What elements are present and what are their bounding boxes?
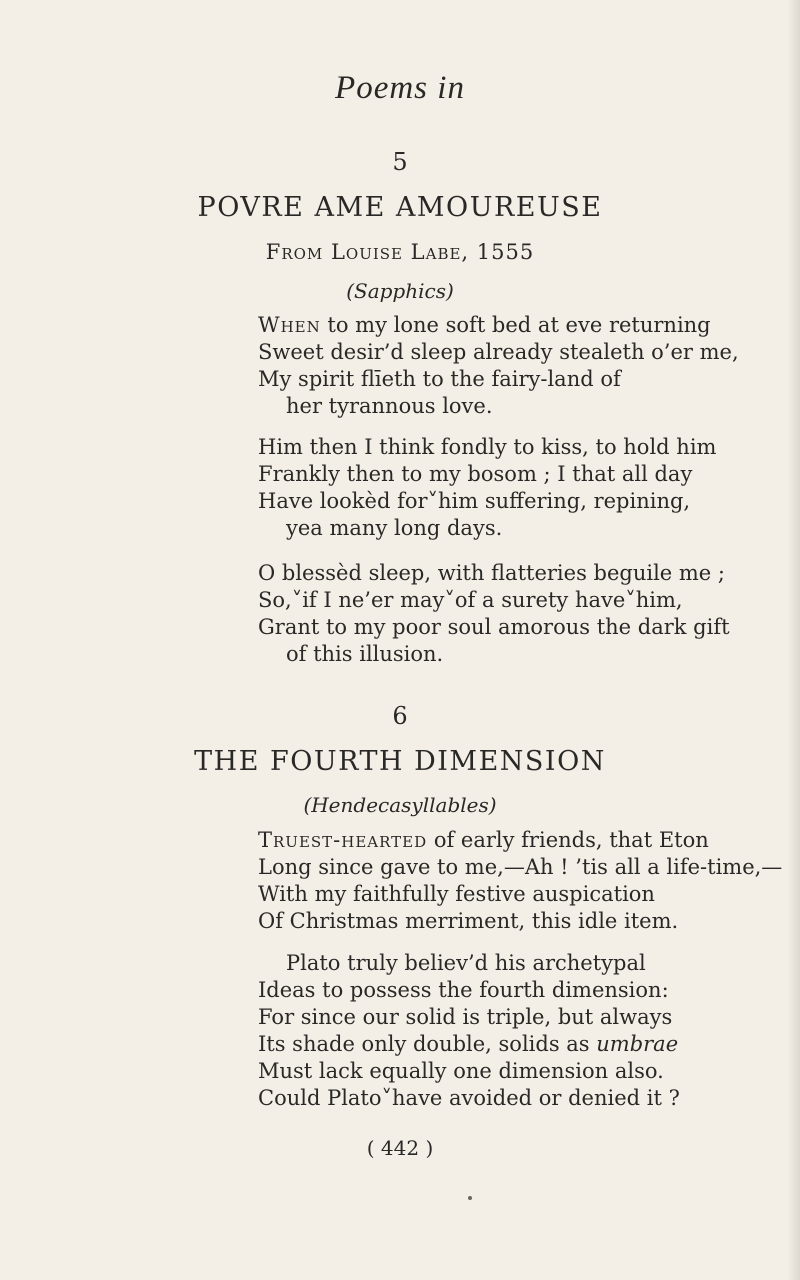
page-folio: ( 442 ) [366, 1136, 434, 1160]
verse-line: With my faithfully festive auspication [258, 882, 655, 906]
verse-line: My spirit flīeth to the fairy-land of [258, 367, 621, 391]
verse-line: yea many long days. [286, 516, 503, 540]
verse-line: of this illusion. [286, 642, 444, 666]
verse-line: Could Plato˅have avoided or denied it ? [258, 1086, 680, 1110]
verse-lead: When [258, 313, 321, 337]
verse-line: Sweet desir’d sleep already stealeth o’er me, [258, 340, 739, 364]
verse-line: O blessèd sleep, with flatteries beguile me ; [258, 561, 725, 585]
verse-line: Grant to my poor soul amorous the dark gift [258, 615, 730, 639]
verse-line: For since our solid is triple, but always [258, 1005, 673, 1029]
poem-source: From Louise Labe, 1555 [265, 240, 535, 264]
verse-line: Truest-hearted of early friends, that Eton [258, 828, 709, 852]
verse-lead: Truest-hearted [258, 828, 428, 852]
poem-meter: (Hendecasyllables) [303, 793, 497, 817]
running-head: Poems in [335, 70, 465, 106]
verse-line: When to my lone soft bed at eve returning [258, 313, 711, 337]
verse-line: Ideas to possess the fourth dimension: [258, 978, 669, 1002]
verse-line: Of Christmas merriment, this idle item. [258, 909, 679, 933]
verse-line: So,˅if I ne’er may˅of a surety have˅him, [258, 588, 683, 612]
poem-meter: (Sapphics) [346, 279, 454, 303]
verse-line: Its shade only double, solids as umbrae [258, 1032, 679, 1056]
verse-line: Him then I think fondly to kiss, to hold him [258, 435, 717, 459]
verse-line: Long since gave to me,—Ah ! ’tis all a life-time,— [258, 855, 783, 879]
verse-line: Frankly then to my bosom ; I that all day [258, 462, 693, 486]
italic-word: umbrae [596, 1032, 679, 1056]
poem-title: THE FOURTH DIMENSION [194, 746, 606, 777]
verse-line: Have lookèd for˅him suffering, repining, [258, 489, 691, 513]
verse-line: Plato truly believ’d his archetypal [286, 951, 646, 975]
verse-line: her tyrannous love. [286, 394, 493, 418]
poem-title: POVRE AME AMOUREUSE [197, 192, 603, 223]
page-edge-shadow [788, 0, 800, 1280]
ink-speck [468, 1196, 472, 1200]
poem-number: 5 [392, 148, 408, 176]
poem-number: 6 [392, 702, 408, 730]
verse-line: Must lack equally one dimension also. [258, 1059, 664, 1083]
